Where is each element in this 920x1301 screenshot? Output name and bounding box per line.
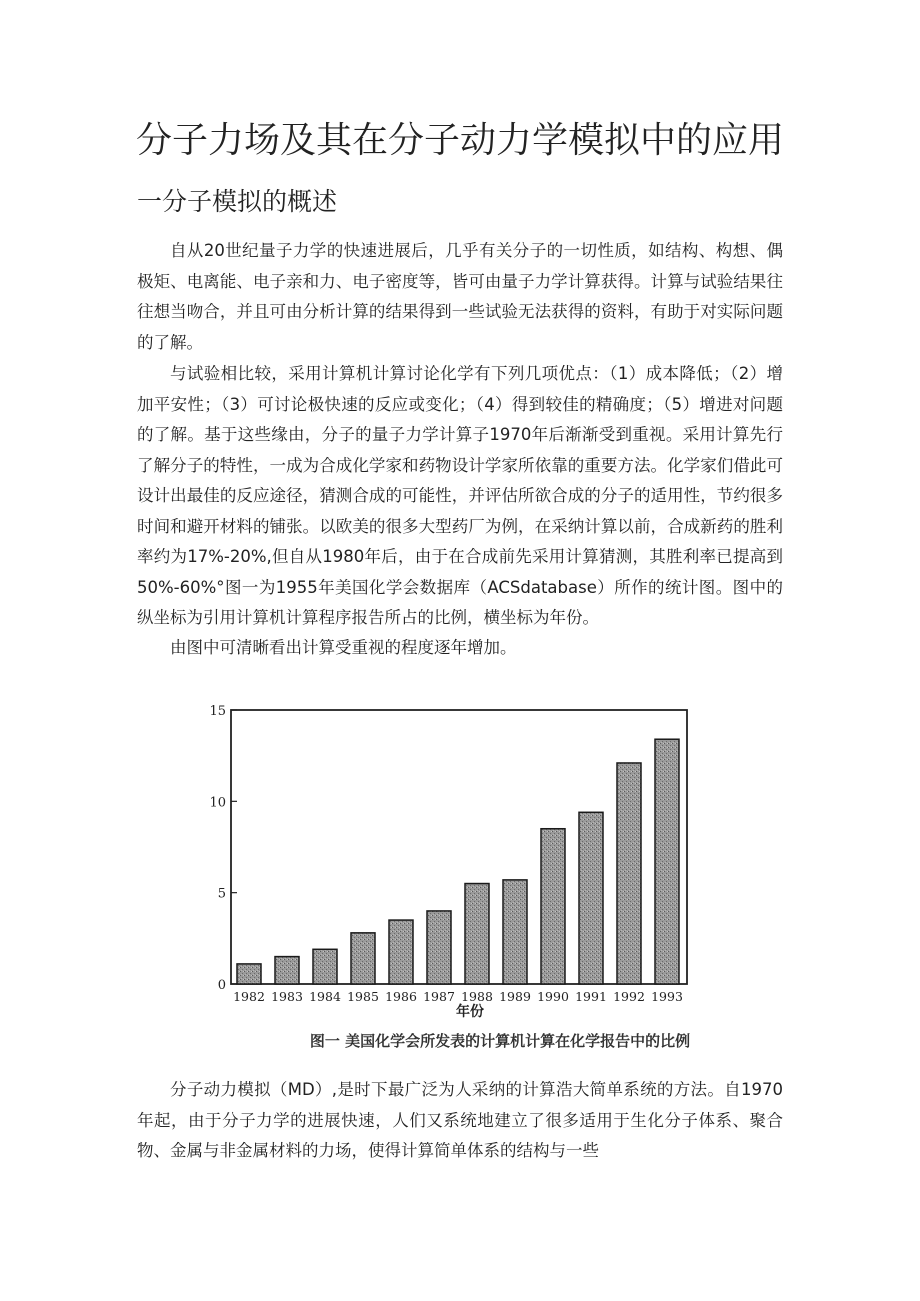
paragraph-1: 自从20世纪量子力学的快速进展后，几乎有关分子的一切性质，如结构、构想、偶极矩、电离能、电子亲和力、电子密度等，皆可由量子力学计算获得。计算与试验结果往往想当吻合，并且可由分析计算的结果得到一些试验无法获得的资料，有助于对实际问题的了解。 xyxy=(137,241,783,352)
paragraph-2: 与试验相比较，采用计算机计算讨论化学有下列几项优点：（1）成本降低；（2）增加平安性；（3）可讨论极快速的反应或变化；（4）得到较佳的精确度；（5）增进对问题的了解。基于这些缘由，分子的量子力学计算子1970年后渐渐受到重视。采用计算先行了解分子的特性，一成为合成化学家和药物设计学家所依靠的重要方法。化学家们借此可设计出最佳的反应途径，猜测合成的可能性，并评估所欲合成的分子的适用性，节约很多时间和避开材料的铺张。以欧美的很多大型药厂为例，在采纳计算以前，合成新药的胜利率约为17%-20%,但自从1980年后，由于在合成前先采用计算猜测，其胜利率已提高到50%-60%°图一为1955年美国化学会数据库（ACSdatabase）所作的统计图。图中的纵坐标为引用计算机计算程序报告所占的比例，横坐标为年份。 xyxy=(137,364,783,627)
x-tick-label-1987: 1987 xyxy=(423,989,455,1004)
bar-1985 xyxy=(351,933,375,984)
paragraph-4: 分子动力模拟（MD）,是时下最广泛为人采纳的计算浩大简单系统的方法。自1970年起，由于分子力学的进展快速，人们又系统地建立了很多适用于生化分子体系、聚合物、金属与非金属材料的力场，使得计算简单体系的结构与一些 xyxy=(137,1080,783,1160)
bar-1988 xyxy=(465,884,489,984)
y-tick-label: 15 xyxy=(209,704,226,719)
x-tick-label-1989: 1989 xyxy=(499,989,531,1004)
x-tick-label-1990: 1990 xyxy=(537,989,569,1004)
bar-chart-svg xyxy=(200,695,700,1025)
paragraph-3: 由图中可清晰看出计算受重视的程度逐年增加。 xyxy=(170,638,517,657)
bar-1982 xyxy=(237,964,261,984)
x-tick-label-1992: 1992 xyxy=(613,989,645,1004)
y-tick-label: 5 xyxy=(217,886,226,902)
bar-1993 xyxy=(655,739,679,984)
bar-1983 xyxy=(275,957,299,984)
bar-1991 xyxy=(579,812,603,984)
bar-1986 xyxy=(389,920,413,984)
y-axis-ticks xyxy=(209,704,237,993)
x-tick-label-1988: 1988 xyxy=(461,989,493,1004)
bars-group xyxy=(237,739,679,984)
bar-1990 xyxy=(541,829,565,984)
x-axis-label: 年份 xyxy=(456,1004,484,1020)
bar-1984 xyxy=(313,949,337,984)
y-tick-label: 10 xyxy=(209,795,226,811)
x-tick-label-1983: 1983 xyxy=(271,989,303,1004)
x-tick-label-1985: 1985 xyxy=(347,989,379,1004)
bar-1992 xyxy=(617,763,641,984)
x-tick-label-1982: 1982 xyxy=(233,989,265,1004)
x-tick-label-1993: 1993 xyxy=(651,989,683,1004)
bar-1987 xyxy=(427,911,451,984)
x-axis-ticks xyxy=(233,989,683,1004)
section-heading: 一分子模拟的概述 xyxy=(137,187,338,216)
x-tick-label-1991: 1991 xyxy=(575,989,607,1004)
x-tick-label-1984: 1984 xyxy=(309,989,341,1004)
x-tick-label-1986: 1986 xyxy=(385,989,417,1004)
figure-caption: 图一 美国化学会所发表的计算机计算在化学报告中的比例 xyxy=(309,1032,691,1050)
figure-1-chart xyxy=(200,695,700,1025)
bar-1989 xyxy=(503,880,527,984)
document-title: 分子力场及其在分子动力学模拟中的应用 xyxy=(135,120,784,161)
y-tick-label: 0 xyxy=(217,978,226,993)
